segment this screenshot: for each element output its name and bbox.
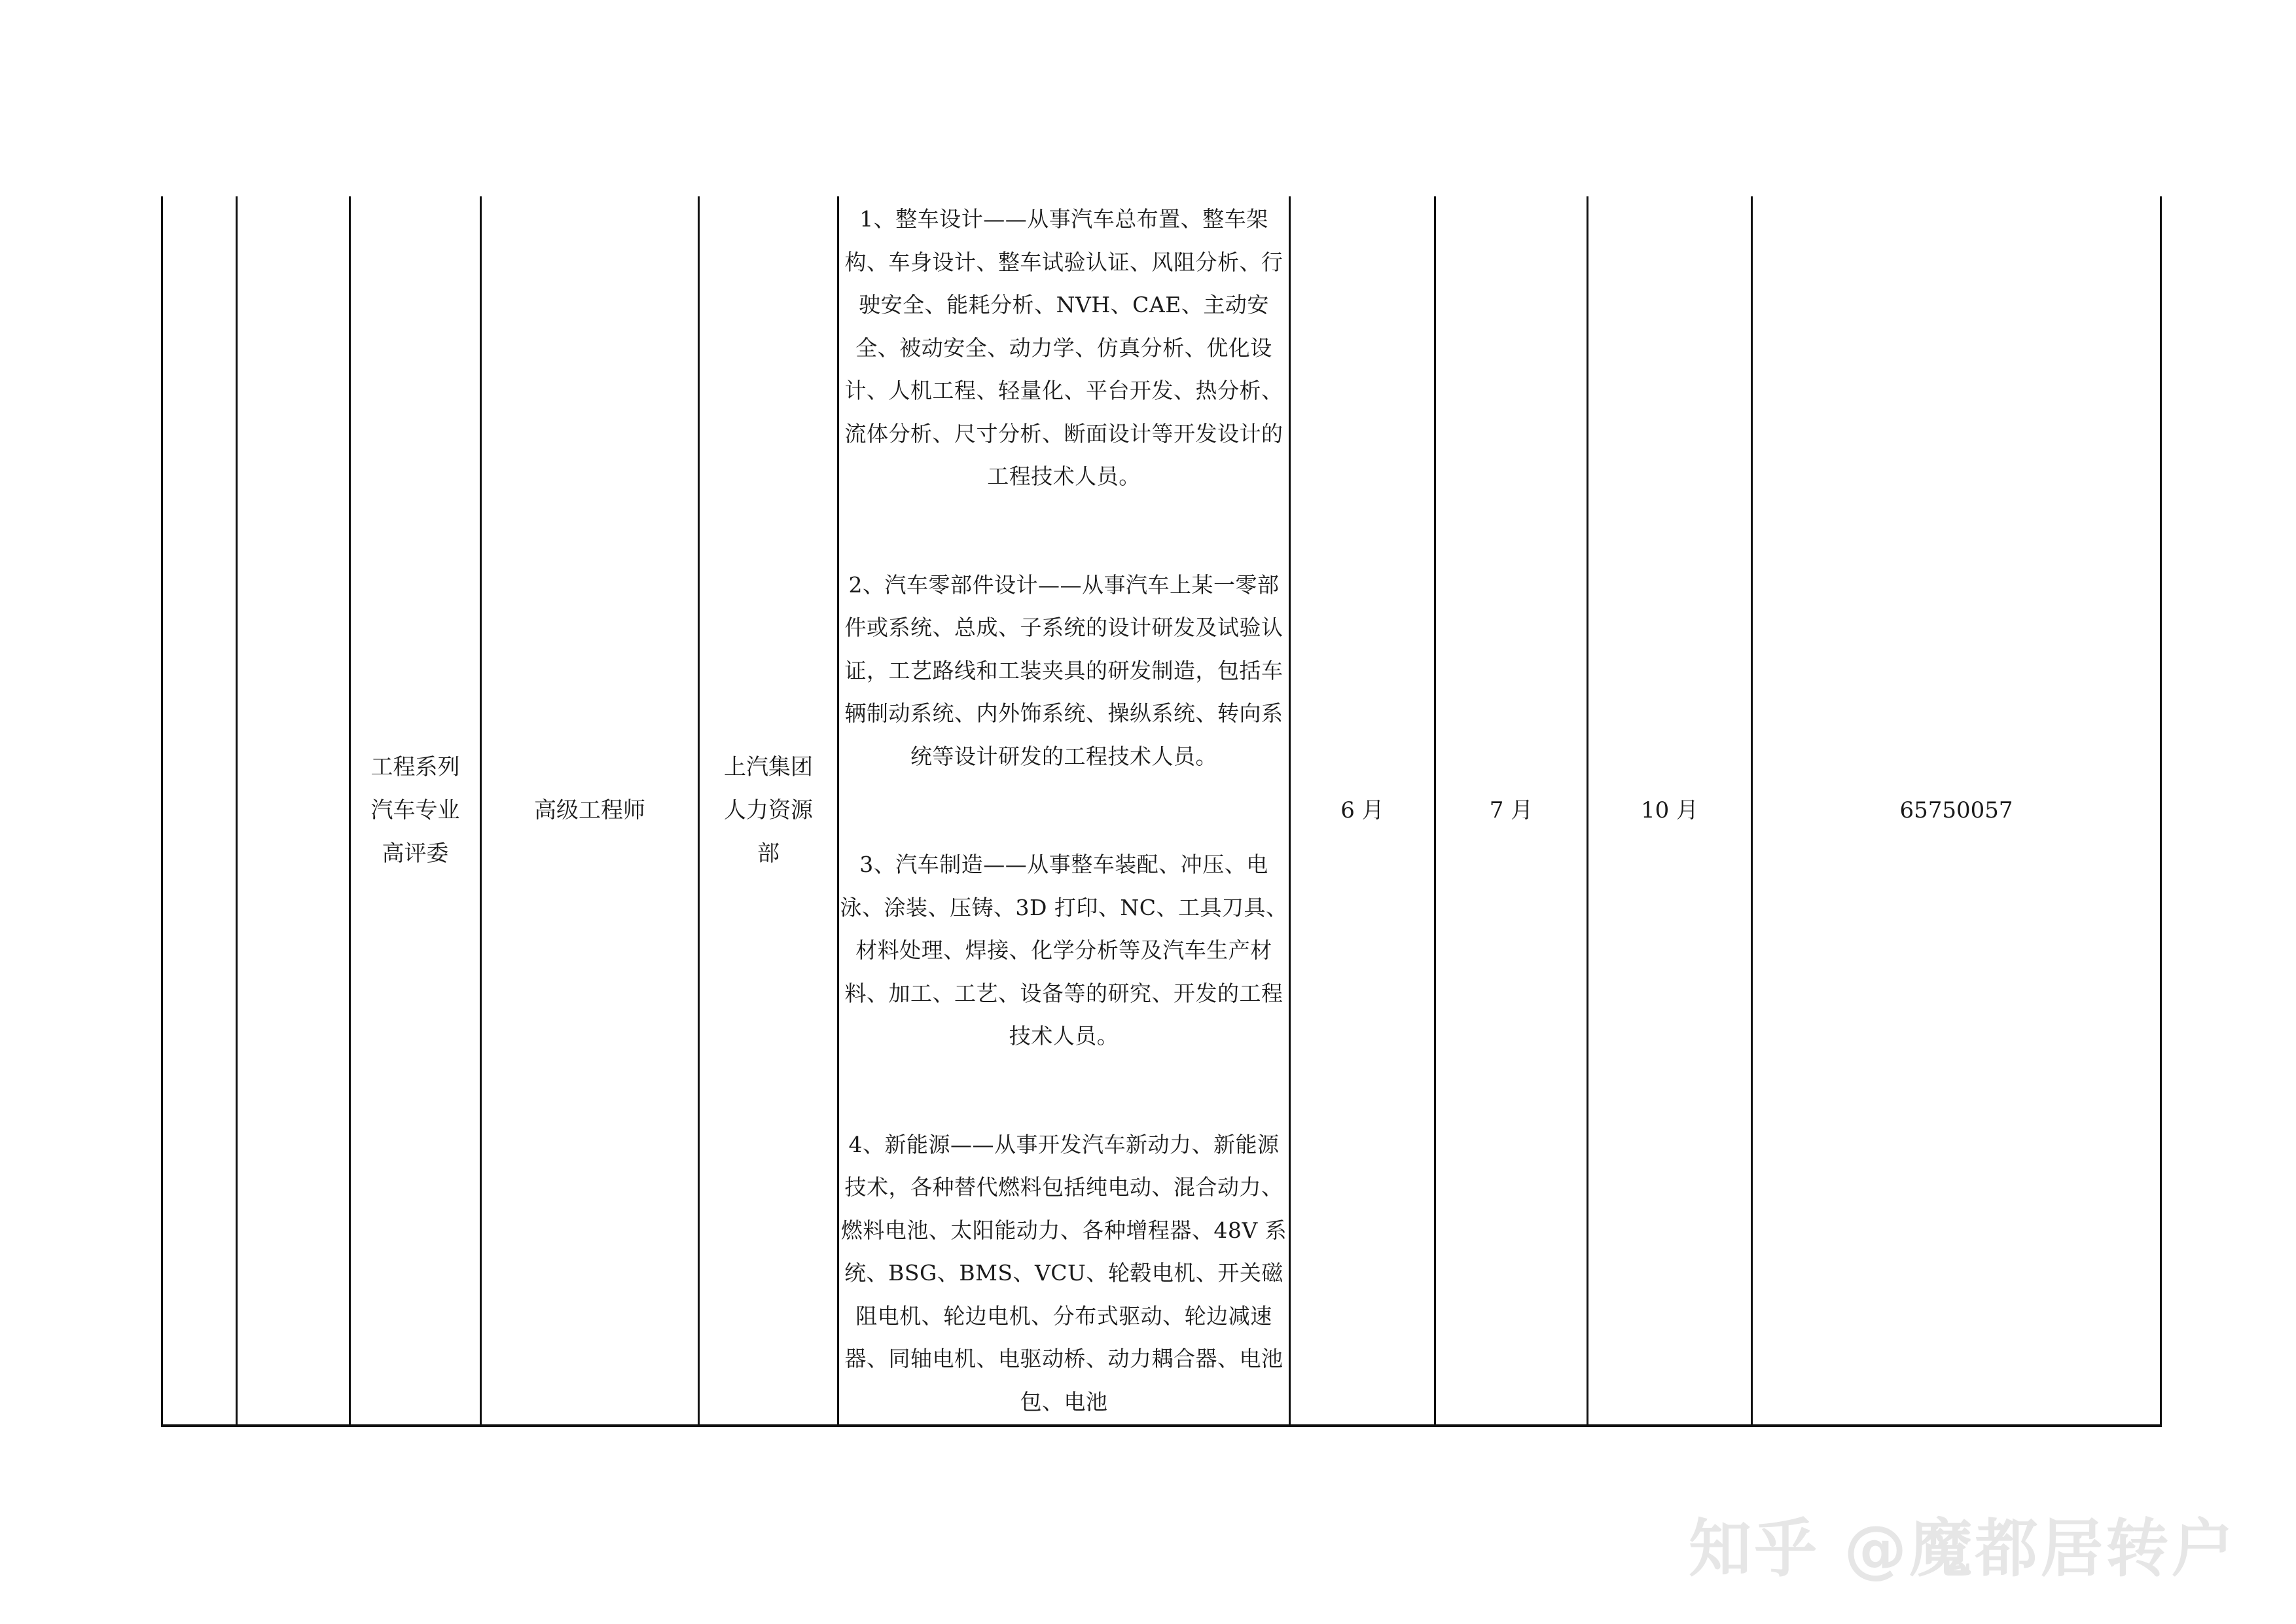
scope-paragraph-vehicle-design: 1、整车设计——从事汽车总布置、整车架构、车身设计、整车试验认证、风阻分析、行驶安全、能耗分析、NVH、CAE、主动安全、被动安全、动力学、仿真分析、优化设计、人机工程、轻量化、平台开发、热分析、流体分析、尺寸分析、断面设计等开发设计的工程技术人员。: [844, 206, 1283, 489]
month-cell-b: 7 月: [1435, 196, 1588, 1426]
department-line: 部: [757, 840, 780, 867]
month-cell-c: 10 月: [1588, 196, 1752, 1426]
zhihu-watermark: 知乎 @魔都居转户: [1689, 1512, 2237, 1585]
table-container: [161, 196, 2160, 1427]
table-row: [162, 196, 2161, 1426]
scope-paragraph-new-energy: 4、新能源——从事开发汽车新动力、新能源技术，各种替代燃料包括纯电动、混合动力、燃料电池、太阳能动力、各种增程器、48V 系统、BSG、BMS、VCU、轮毂电机、开关磁阻电机、轮边电机、分布式驱动、轮边减速器、同轴电机、电驱动桥、动力耦合器、电池包、电池: [840, 1131, 1287, 1415]
empty-cell-category: [237, 196, 350, 1426]
phone-cell: 65750057: [1752, 196, 2161, 1426]
scope-description-cell: [838, 196, 1290, 1426]
title-review-table: [161, 196, 2162, 1427]
committee-line: 高评委: [382, 840, 449, 867]
department-line: 人力资源: [724, 797, 813, 823]
scope-paragraph-manufacturing: 3、汽车制造——从事整车装配、冲压、电泳、涂装、压铸、3D 打印、NC、工具刀具、材料处理、焊接、化学分析等及汽车生产材料、加工、工艺、设备等的研究、开发的工程技术人员。: [840, 852, 1288, 1049]
department-cell: [699, 196, 838, 1426]
department-line: 上汽集团: [724, 754, 813, 780]
committee-cell: [350, 196, 481, 1426]
month-cell-a: 6 月: [1290, 196, 1435, 1426]
committee-line: 工程系列: [370, 754, 460, 780]
title-cell: 高级工程师: [481, 196, 699, 1426]
empty-cell-index: [162, 196, 237, 1426]
committee-line: 汽车专业: [370, 797, 460, 823]
scope-paragraph-parts-design: 2、汽车零部件设计——从事汽车上某一零部件或系统、总成、子系统的设计研发及试验认证，工艺路线和工装夹具的研发制造，包括车辆制动系统、内外饰系统、操纵系统、转向系统等设计研发的工程技术人员。: [844, 571, 1283, 769]
